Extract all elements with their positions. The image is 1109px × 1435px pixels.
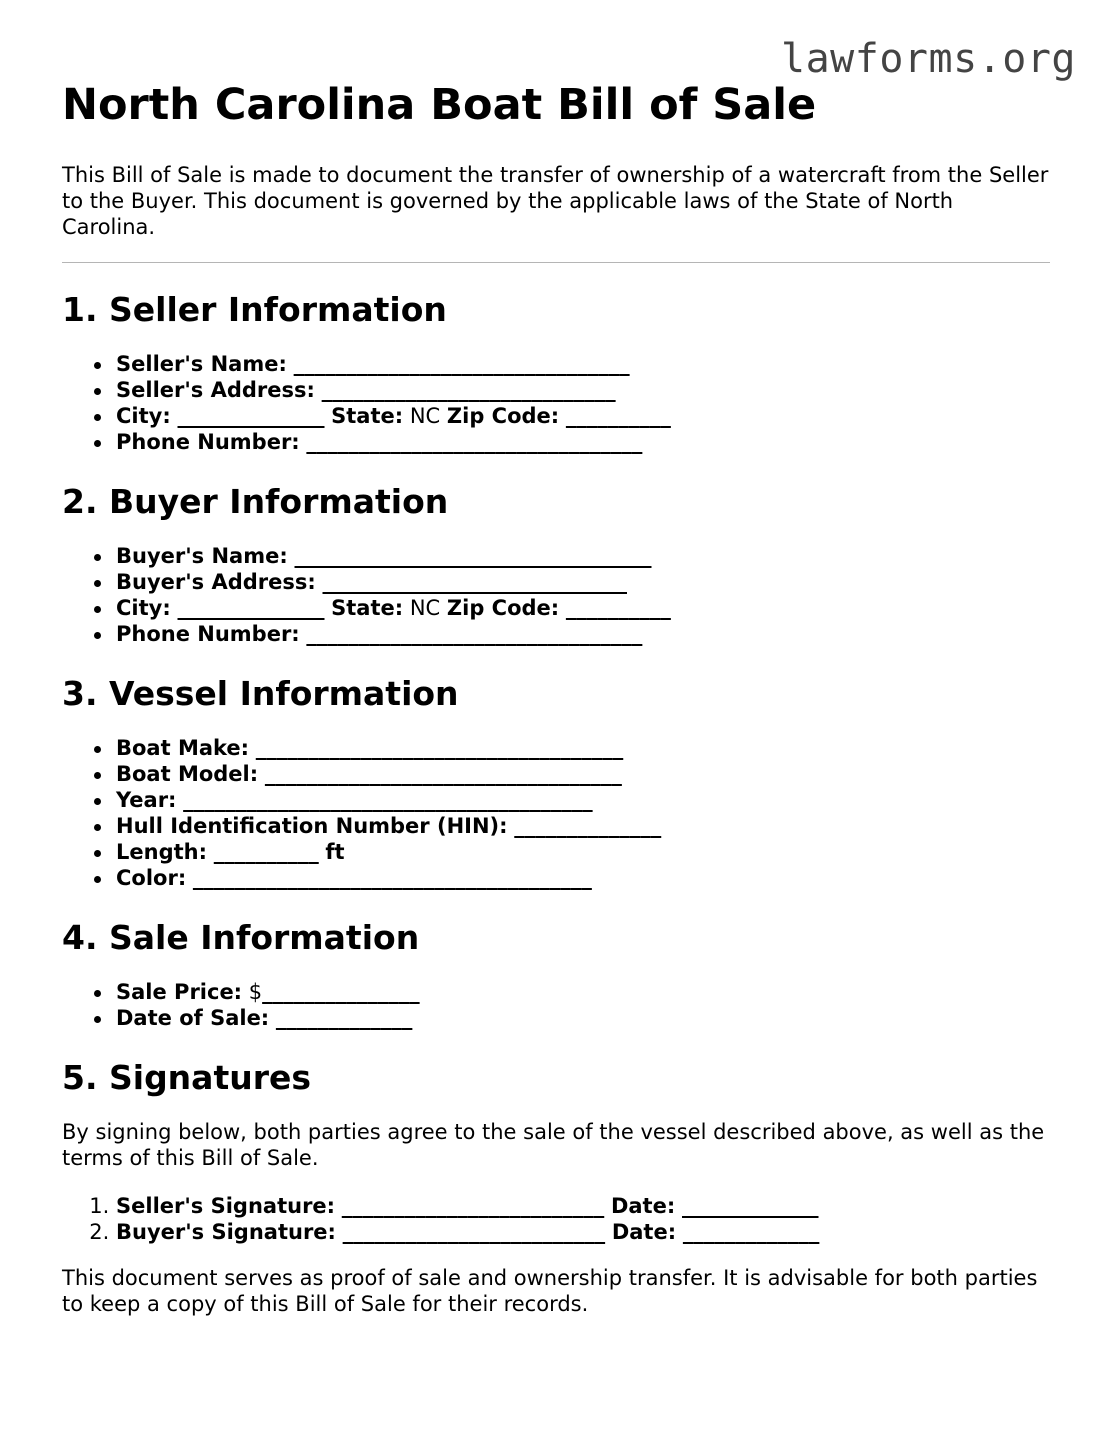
sale-price-label: Sale Price: bbox=[116, 980, 243, 1004]
buyer-address-label: Buyer's Address: bbox=[116, 570, 316, 594]
buyer-phone-item bbox=[116, 621, 1050, 647]
seller-list bbox=[62, 351, 1050, 455]
seller-city-label: City: bbox=[116, 404, 171, 428]
sale-price-item bbox=[116, 979, 1050, 1005]
hin-label: Hull Identification Number (HIN): bbox=[116, 814, 508, 838]
year-field[interactable]: _______________________________________ bbox=[183, 788, 593, 812]
year-item bbox=[116, 787, 1050, 813]
sale-date-item bbox=[116, 1005, 1050, 1031]
buyer-signature-item bbox=[116, 1219, 1050, 1245]
boat-make-item bbox=[116, 735, 1050, 761]
sale-list bbox=[62, 979, 1050, 1031]
buyer-state-label: State: bbox=[331, 596, 404, 620]
buyer-zip-label: Zip Code: bbox=[446, 596, 560, 620]
signatures-intro: By signing below, both parties agree to the sale of the vessel described above, as well as the terms of this Bill of Sale. bbox=[62, 1120, 1045, 1170]
page-title: North Carolina Boat Bill of Sale bbox=[62, 80, 817, 130]
buyer-name-label: Buyer's Name: bbox=[116, 544, 288, 568]
length-unit: ft bbox=[325, 840, 345, 864]
seller-phone-field[interactable]: ________________________________ bbox=[306, 430, 643, 454]
boat-model-field[interactable]: __________________________________ bbox=[264, 762, 622, 786]
buyer-state-value: NC bbox=[409, 596, 441, 620]
buyer-signature-date-label: Date: bbox=[611, 1220, 677, 1244]
seller-name-label: Seller's Name: bbox=[116, 352, 287, 376]
boat-make-label: Boat Make: bbox=[116, 736, 250, 760]
buyer-heading: 2. Buyer Information bbox=[62, 482, 449, 521]
color-field[interactable]: ______________________________________ bbox=[192, 866, 592, 890]
hin-item bbox=[116, 813, 1050, 839]
seller-phone-label: Phone Number: bbox=[116, 430, 300, 454]
buyer-city-field[interactable]: ______________ bbox=[177, 596, 325, 620]
seller-address-label: Seller's Address: bbox=[116, 378, 315, 402]
seller-heading: 1. Seller Information bbox=[62, 290, 447, 329]
vessel-heading: 3. Vessel Information bbox=[62, 674, 459, 713]
seller-zip-field[interactable]: __________ bbox=[565, 404, 671, 428]
buyer-signature-field[interactable]: _________________________ bbox=[342, 1220, 606, 1244]
sale-date-label: Date of Sale: bbox=[116, 1006, 270, 1030]
closing-paragraph: This document serves as proof of sale and ownership transfer. It is advisable for both parties to keep a copy of this Bill of Sale for their records. bbox=[62, 1266, 1038, 1316]
hin-field[interactable]: ______________ bbox=[514, 814, 662, 838]
signatures-list bbox=[62, 1193, 1050, 1245]
seller-address-field[interactable]: ____________________________ bbox=[321, 378, 616, 402]
seller-address-item bbox=[116, 377, 1050, 403]
seller-city-item bbox=[116, 403, 1050, 429]
buyer-address-item bbox=[116, 569, 1050, 595]
seller-signature-date-field[interactable]: _____________ bbox=[681, 1194, 819, 1218]
color-label: Color: bbox=[116, 866, 187, 890]
boat-make-field[interactable]: ___________________________________ bbox=[255, 736, 624, 760]
seller-zip-label: Zip Code: bbox=[446, 404, 560, 428]
buyer-phone-field[interactable]: ________________________________ bbox=[306, 622, 643, 646]
sale-date-field[interactable]: _____________ bbox=[275, 1006, 413, 1030]
seller-city-field[interactable]: ______________ bbox=[177, 404, 325, 428]
buyer-address-field[interactable]: _____________________________ bbox=[322, 570, 627, 594]
sale-price-currency: $ bbox=[248, 980, 263, 1004]
boat-model-label: Boat Model: bbox=[116, 762, 259, 786]
boat-model-item bbox=[116, 761, 1050, 787]
buyer-signature-label: Buyer's Signature: bbox=[116, 1220, 336, 1244]
vessel-list bbox=[62, 735, 1050, 891]
seller-name-item bbox=[116, 351, 1050, 377]
buyer-city-label: City: bbox=[116, 596, 171, 620]
sale-price-field[interactable]: _______________ bbox=[262, 980, 420, 1004]
color-item bbox=[116, 865, 1050, 891]
length-label: Length: bbox=[116, 840, 207, 864]
seller-signature-field[interactable]: _________________________ bbox=[341, 1194, 605, 1218]
buyer-zip-field[interactable]: __________ bbox=[565, 596, 671, 620]
document-page bbox=[62, 78, 1050, 1317]
buyer-city-item bbox=[116, 595, 1050, 621]
intro-paragraph: This Bill of Sale is made to document the transfer of ownership of a watercraft from the Seller to the Buyer. This document is governed by the applicable laws of the State of North Carolina. bbox=[62, 163, 1049, 239]
buyer-list bbox=[62, 543, 1050, 647]
buyer-phone-label: Phone Number: bbox=[116, 622, 300, 646]
year-label: Year: bbox=[116, 788, 177, 812]
seller-phone-item bbox=[116, 429, 1050, 455]
buyer-name-field[interactable]: __________________________________ bbox=[294, 544, 652, 568]
signatures-heading: 5. Signatures bbox=[62, 1058, 312, 1097]
seller-signature-item bbox=[116, 1193, 1050, 1219]
divider bbox=[62, 262, 1050, 263]
seller-state-label: State: bbox=[331, 404, 404, 428]
seller-state-value: NC bbox=[409, 404, 441, 428]
length-field[interactable]: __________ bbox=[213, 840, 319, 864]
watermark: lawforms.org bbox=[781, 36, 1076, 82]
buyer-signature-date-field[interactable]: _____________ bbox=[682, 1220, 820, 1244]
seller-name-field[interactable]: ________________________________ bbox=[293, 352, 630, 376]
sale-heading: 4. Sale Information bbox=[62, 918, 420, 957]
seller-signature-date-label: Date: bbox=[610, 1194, 676, 1218]
seller-signature-label: Seller's Signature: bbox=[116, 1194, 336, 1218]
length-item bbox=[116, 839, 1050, 865]
buyer-name-item bbox=[116, 543, 1050, 569]
